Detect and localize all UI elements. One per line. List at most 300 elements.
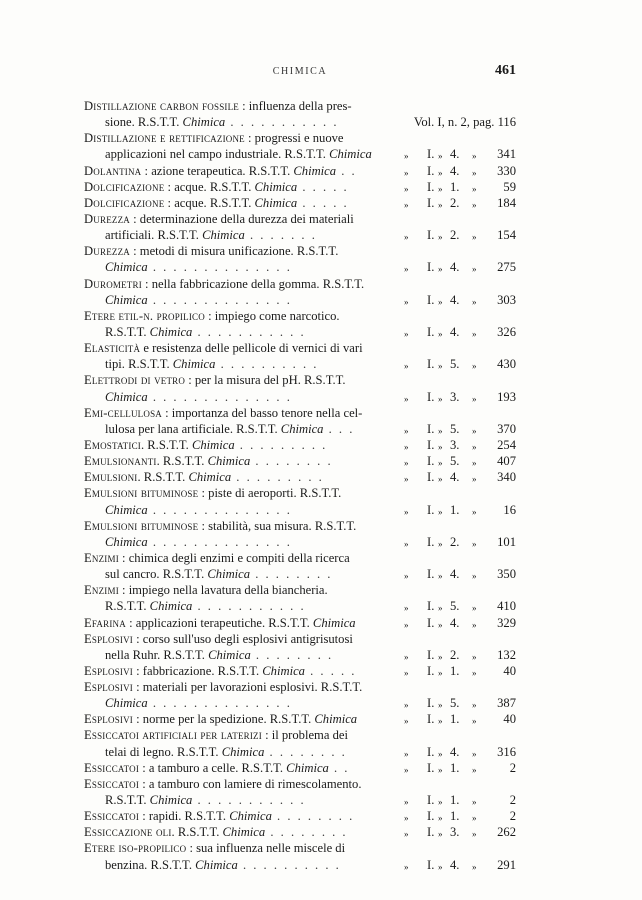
- ditto-mark: »: [438, 199, 443, 210]
- journal-name: Chimica: [191, 437, 235, 452]
- ditto-mark: »: [472, 667, 477, 678]
- leader-dots: . . . . . . . . . . . . . .: [147, 696, 292, 711]
- leader-dots: . . . . . . . . . . .: [192, 324, 306, 339]
- volume-reference: [388, 534, 516, 550]
- journal-name: Chimica: [207, 567, 251, 582]
- entry-heading: Essiccazione oli: [84, 825, 172, 840]
- entry-text: [105, 695, 292, 711]
- entry-heading: Durometri: [84, 276, 142, 291]
- entry-description: applicazioni nel campo industriale. R.S.T.T.: [105, 147, 330, 162]
- ditto-mark: »: [472, 538, 477, 549]
- entry-heading: Elasticità: [84, 341, 141, 356]
- ditto-mark: »: [472, 361, 477, 372]
- index-entry: [84, 179, 516, 195]
- entry-line: [84, 760, 516, 776]
- journal-name: Chimica: [222, 825, 266, 840]
- entry-line: [84, 114, 516, 130]
- ditto-mark: »: [472, 700, 477, 711]
- index-entry: [84, 405, 516, 437]
- volume-reference: [388, 195, 516, 211]
- ditto-mark: »: [404, 764, 409, 775]
- entry-heading: Etere iso-propilico: [84, 841, 187, 856]
- entry-separator: :: [141, 276, 152, 291]
- leader-dots: . . . . . . .: [244, 228, 317, 243]
- entry-separator: .: [171, 825, 178, 840]
- entry-line: [84, 469, 516, 485]
- entry-separator: :: [139, 776, 149, 791]
- entry-heading: Emulsionanti: [84, 454, 157, 469]
- index-entry: [84, 163, 516, 179]
- entry-separator: :: [133, 663, 143, 678]
- entry-description: metodi di misura unificazione. R.S.T.T.: [139, 244, 339, 259]
- ditto-mark: »: [438, 232, 443, 243]
- entry-description: materiali per lavorazioni esplosivi. R.S.T.T.: [142, 680, 363, 695]
- volume-number: I.: [427, 179, 435, 194]
- entry-heading: Essiccatoi: [84, 776, 140, 791]
- entry-line: [84, 211, 516, 227]
- page-ref: 329: [497, 615, 516, 630]
- entry-description: tipi. R.S.T.T.: [105, 357, 173, 372]
- volume-reference: [388, 356, 516, 372]
- entry-line: [84, 195, 516, 211]
- ditto-mark: »: [404, 474, 409, 485]
- ditto-mark: »: [438, 458, 443, 469]
- leader-dots: . . . . . . . . .: [231, 470, 324, 485]
- entry-line: [84, 582, 516, 598]
- journal-name: Chimica: [329, 147, 372, 162]
- index-entry: [84, 98, 516, 130]
- ditto-mark: »: [472, 797, 477, 808]
- entry-separator: :: [161, 405, 172, 420]
- leader-dots: . . . . . . . . . . . . . .: [147, 260, 292, 275]
- entry-text: [84, 680, 362, 694]
- entry-heading: Distillazione e rettificazione: [84, 131, 245, 146]
- entry-separator: .: [156, 454, 163, 469]
- leader-dots: . . .: [323, 421, 355, 436]
- ditto-mark: »: [404, 328, 409, 339]
- page-ref: 2: [509, 793, 516, 808]
- entry-text: [84, 841, 345, 855]
- entry-description: corso sull'uso degli esplosivi antigrisutosi: [142, 631, 353, 646]
- index-entry: [84, 824, 516, 840]
- ditto-mark: »: [472, 458, 477, 469]
- journal-name: Chimica: [149, 599, 193, 614]
- issue-number: 5.: [450, 696, 460, 711]
- page-ref: 316: [497, 744, 516, 759]
- entry-heading: Esplosivi: [84, 680, 133, 695]
- volume-number: I.: [427, 760, 435, 775]
- ditto-mark: »: [438, 425, 443, 436]
- index-entry: [84, 727, 516, 759]
- entry-text: [84, 760, 349, 776]
- ditto-mark: »: [404, 264, 409, 275]
- entry-heading: Esplosivi: [84, 712, 133, 727]
- ditto-mark: »: [438, 700, 443, 711]
- volume-number: I.: [427, 502, 435, 517]
- entry-separator: e: [140, 341, 153, 356]
- entry-description: nella Ruhr. R.S.T.T.: [105, 647, 209, 662]
- leader-dots: . . . . . . . .: [250, 567, 333, 582]
- entry-text: [84, 437, 327, 453]
- leader-dots: . . . . . . . . . . . . . .: [147, 534, 292, 549]
- journal-name: Chimica: [182, 115, 226, 130]
- entry-line: [84, 502, 516, 518]
- entry-line: [84, 453, 516, 469]
- volume-number: I.: [427, 663, 435, 678]
- volume-number: I.: [427, 857, 435, 872]
- entry-heading: Esplosivi: [84, 663, 133, 678]
- volume-reference: [388, 857, 516, 873]
- entry-text: [105, 324, 306, 340]
- entry-heading: Essiccatoi: [84, 809, 140, 824]
- volume-number: I.: [427, 567, 435, 582]
- ditto-mark: »: [438, 506, 443, 517]
- entry-line: [84, 518, 516, 534]
- entry-description: artificiali. R.S.T.T.: [105, 228, 203, 243]
- entry-text: [105, 356, 318, 372]
- issue-number: 1.: [450, 712, 460, 727]
- ditto-mark: »: [472, 183, 477, 194]
- entry-description: per la misura del pH. R.S.T.T.: [194, 373, 346, 388]
- entry-line: [84, 372, 516, 388]
- volume-reference: [388, 179, 516, 195]
- issue-number: 4.: [450, 163, 460, 178]
- ditto-mark: »: [404, 797, 409, 808]
- entry-text: [84, 551, 350, 565]
- ditto-mark: »: [472, 199, 477, 210]
- ditto-mark: »: [404, 861, 409, 872]
- page-ref: 275: [497, 260, 516, 275]
- ditto-mark: »: [404, 199, 409, 210]
- ditto-mark: »: [472, 716, 477, 727]
- ditto-mark: »: [472, 264, 477, 275]
- entry-heading: Essiccatoi artificiali per laterizi: [84, 728, 262, 743]
- ditto-mark: »: [404, 425, 409, 436]
- entry-line: [84, 308, 516, 324]
- entry-line: [84, 130, 516, 146]
- ditto-mark: »: [438, 393, 443, 404]
- entry-separator: :: [185, 373, 195, 388]
- issue-number: 1.: [450, 502, 460, 517]
- leader-dots: . . . . . . . . . . . . . .: [147, 389, 292, 404]
- entry-line: [84, 292, 516, 308]
- entry-separator: .: [140, 437, 148, 452]
- entry-description: a tamburo con lamiere di rimescolamento.: [148, 776, 362, 791]
- index-entry: [84, 776, 516, 808]
- volume-number: I.: [427, 615, 435, 630]
- entry-line: [84, 792, 516, 808]
- page-ref: 370: [497, 421, 516, 436]
- entry-description: applicazioni terapeutiche. R.S.T.T.: [135, 615, 313, 630]
- volume-reference: [388, 695, 516, 711]
- journal-name: Chimica: [207, 454, 251, 469]
- issue-number: 3.: [450, 389, 460, 404]
- page-ref: 154: [497, 228, 516, 243]
- leader-dots: . . . . . . . .: [250, 454, 333, 469]
- entry-text: [84, 453, 333, 469]
- entry-separator: :: [118, 583, 129, 598]
- ditto-mark: »: [472, 441, 477, 452]
- volume-reference: [388, 808, 516, 824]
- volume-reference: [388, 421, 516, 437]
- ditto-mark: »: [472, 748, 477, 759]
- entry-description: sua influenza nelle miscele di: [196, 841, 346, 856]
- entry-text: [105, 647, 333, 663]
- volume-number: I.: [427, 647, 435, 662]
- entry-text: [105, 146, 372, 162]
- entry-heading: Emostatici: [84, 437, 141, 452]
- entry-description: R.S.T.T.: [105, 793, 150, 808]
- volume-number: I.: [427, 696, 435, 711]
- index-entries: [84, 98, 516, 873]
- leader-dots: . . . . . . . . . .: [215, 357, 319, 372]
- issue-number: 4.: [450, 744, 460, 759]
- page-ref: 2: [509, 760, 516, 775]
- ditto-mark: »: [438, 748, 443, 759]
- entry-separator: :: [133, 712, 143, 727]
- page-ref: 40: [503, 663, 516, 678]
- volume-number: I.: [427, 292, 435, 307]
- volume-reference-text: Vol. I, n. 2, pag. 116: [413, 115, 516, 130]
- page-ref: 326: [497, 324, 516, 339]
- entry-text: [105, 566, 332, 582]
- ditto-mark: »: [404, 619, 409, 630]
- volume-reference: [388, 647, 516, 663]
- entry-description: sul cancro. R.S.T.T.: [105, 567, 208, 582]
- ditto-mark: »: [404, 700, 409, 711]
- entry-description: fabbricazione. R.S.T.T.: [142, 663, 263, 678]
- ditto-mark: »: [472, 829, 477, 840]
- ditto-mark: »: [472, 474, 477, 485]
- index-entry: [84, 550, 516, 582]
- volume-reference: [388, 292, 516, 308]
- ditto-mark: »: [472, 506, 477, 517]
- entry-description: lulosa per lana artificiale. R.S.T.T.: [105, 421, 281, 436]
- page-ref: 340: [497, 470, 516, 485]
- entry-line: [84, 857, 516, 873]
- leader-dots: . . . . . . . .: [265, 825, 348, 840]
- ditto-mark: »: [472, 167, 477, 178]
- entry-separator: :: [164, 195, 175, 210]
- volume-reference: [388, 469, 516, 485]
- index-entry: [84, 469, 516, 485]
- leader-dots: . . . . . . . . . . .: [192, 599, 306, 614]
- ditto-mark: »: [404, 441, 409, 452]
- index-entry: [84, 582, 516, 614]
- leader-dots: . . . . .: [304, 663, 357, 678]
- entry-text: [105, 534, 292, 550]
- ditto-mark: »: [438, 716, 443, 727]
- page-ref: 387: [497, 696, 516, 711]
- entry-text: [84, 486, 341, 500]
- ditto-mark: »: [404, 538, 409, 549]
- ditto-mark: »: [404, 829, 409, 840]
- entry-line: [84, 840, 516, 856]
- issue-number: 4.: [450, 470, 460, 485]
- index-entry: [84, 211, 516, 243]
- page-ref: 2: [509, 809, 516, 824]
- journal-name: Chimica: [312, 615, 356, 630]
- ditto-mark: »: [404, 361, 409, 372]
- ditto-mark: »: [438, 296, 443, 307]
- ditto-mark: »: [472, 232, 477, 243]
- index-entry: [84, 453, 516, 469]
- entry-separator: :: [198, 518, 209, 533]
- entry-description: sione. R.S.T.T.: [105, 115, 183, 130]
- entry-line: [84, 389, 516, 405]
- entry-line: [84, 808, 516, 824]
- ditto-mark: »: [404, 716, 409, 727]
- leader-dots: . . . . . . . . .: [234, 437, 328, 452]
- entry-line: [84, 744, 516, 760]
- index-entry: [84, 372, 516, 404]
- issue-number: 5.: [450, 357, 460, 372]
- entry-text: [105, 227, 317, 243]
- entry-heading: Emulsioni bituminose: [84, 486, 199, 501]
- ditto-mark: »: [472, 328, 477, 339]
- volume-reference: [388, 437, 516, 453]
- ditto-mark: »: [472, 764, 477, 775]
- ditto-mark: »: [472, 571, 477, 582]
- index-entry: [84, 195, 516, 211]
- issue-number: 5.: [450, 599, 460, 614]
- index-entry: [84, 308, 516, 340]
- volume-number: I.: [427, 163, 435, 178]
- journal-name: Chimica: [105, 534, 148, 549]
- entry-description: stabilità, sua misura. R.S.T.T.: [208, 518, 357, 533]
- entry-text: [84, 244, 338, 258]
- volume-reference: [388, 259, 516, 275]
- issue-number: 2.: [450, 534, 460, 549]
- page-header: [84, 63, 516, 86]
- entry-line: [84, 711, 516, 727]
- entry-line: [84, 727, 516, 743]
- issue-number: 3.: [450, 825, 460, 840]
- entry-heading: Durezza: [84, 244, 130, 259]
- entry-description: telai di legno. R.S.T.T.: [105, 744, 222, 759]
- entry-heading: Enzimi: [84, 583, 119, 598]
- journal-name: Chimica: [221, 744, 265, 759]
- entry-separator: :: [133, 680, 143, 695]
- entry-heading: Dolcificazione: [84, 195, 165, 210]
- entry-text: [84, 808, 354, 824]
- entry-line: [84, 146, 516, 162]
- ditto-mark: »: [438, 167, 443, 178]
- entry-heading: Emulsioni: [84, 470, 138, 485]
- ditto-mark: »: [438, 183, 443, 194]
- entry-separator: :: [244, 131, 255, 146]
- page-ref: 291: [497, 857, 516, 872]
- ditto-mark: »: [438, 361, 443, 372]
- entry-text: [84, 277, 364, 291]
- issue-number: 1.: [450, 793, 460, 808]
- issue-number: 1.: [450, 663, 460, 678]
- entry-line: [84, 227, 516, 243]
- entry-text: [105, 259, 292, 275]
- leader-dots: . . . . .: [297, 179, 349, 194]
- entry-line: [84, 647, 516, 663]
- entry-description: R.S.T.T.: [162, 454, 208, 469]
- ditto-mark: »: [438, 474, 443, 485]
- leader-dots: . .: [336, 163, 357, 178]
- issue-number: 2.: [450, 647, 460, 662]
- page-ref: 350: [497, 567, 516, 582]
- issue-number: 4.: [450, 615, 460, 630]
- entry-text: [84, 212, 354, 226]
- entry-line: [84, 598, 516, 614]
- entry-text: [84, 406, 362, 420]
- entry-separator: :: [261, 728, 272, 743]
- entry-description: R.S.T.T.: [105, 324, 150, 339]
- entry-description: acque. R.S.T.T.: [174, 195, 255, 210]
- volume-number: I.: [427, 147, 435, 162]
- entry-text: [84, 583, 328, 597]
- entry-description: R.S.T.T.: [177, 825, 223, 840]
- entry-text: [84, 519, 356, 533]
- ditto-mark: »: [404, 458, 409, 469]
- page-ref: 59: [503, 179, 516, 194]
- volume-number: I.: [427, 260, 435, 275]
- ditto-mark: »: [472, 619, 477, 630]
- page-ref: 407: [497, 454, 516, 469]
- leader-dots: . . . . . . . . . . .: [192, 793, 306, 808]
- index-entry: [84, 130, 516, 162]
- index-entry: [84, 243, 516, 275]
- entry-description: impiego nella lavatura della biancheria.: [128, 583, 328, 598]
- entry-separator: :: [186, 841, 197, 856]
- volume-number: I.: [427, 793, 435, 808]
- entry-text: [105, 744, 347, 760]
- volume-reference: [388, 227, 516, 243]
- index-entry: [84, 276, 516, 308]
- entry-line: [84, 276, 516, 292]
- page-ref: 101: [497, 534, 516, 549]
- entry-heading: Elettrodi di vetro: [84, 373, 186, 388]
- entry-heading: Distillazione carbon fossile: [84, 99, 239, 113]
- journal-name: Chimica: [105, 502, 148, 517]
- entry-line: [84, 98, 516, 114]
- volume-number: I.: [427, 599, 435, 614]
- index-entry: [84, 760, 516, 776]
- ditto-mark: »: [438, 797, 443, 808]
- ditto-mark: »: [404, 232, 409, 243]
- issue-number: 4.: [450, 147, 460, 162]
- entry-line: [84, 243, 516, 259]
- entry-text: [105, 502, 292, 518]
- entry-separator: :: [130, 211, 140, 226]
- entry-description: resistenza delle pellicole di vernici di vari: [152, 341, 363, 356]
- ditto-mark: »: [438, 328, 443, 339]
- journal-name: Chimica: [208, 647, 251, 662]
- entry-description: nella fabbricazione della gomma. R.S.T.T.: [151, 276, 365, 291]
- page-ref: 132: [497, 647, 516, 662]
- volume-reference: [388, 146, 516, 162]
- ditto-mark: »: [472, 603, 477, 614]
- ditto-mark: »: [438, 151, 443, 162]
- index-entry: [84, 663, 516, 679]
- entry-line: [84, 776, 516, 792]
- page-ref: 184: [497, 195, 516, 210]
- entry-text: [105, 857, 341, 873]
- entry-line: [84, 631, 516, 647]
- ditto-mark: »: [404, 813, 409, 824]
- entry-text: [84, 728, 348, 742]
- volume-number: I.: [427, 195, 435, 210]
- ditto-mark: »: [472, 151, 477, 162]
- issue-number: 4.: [450, 567, 460, 582]
- volume-number: I.: [427, 324, 435, 339]
- journal-name: Chimica: [229, 809, 272, 824]
